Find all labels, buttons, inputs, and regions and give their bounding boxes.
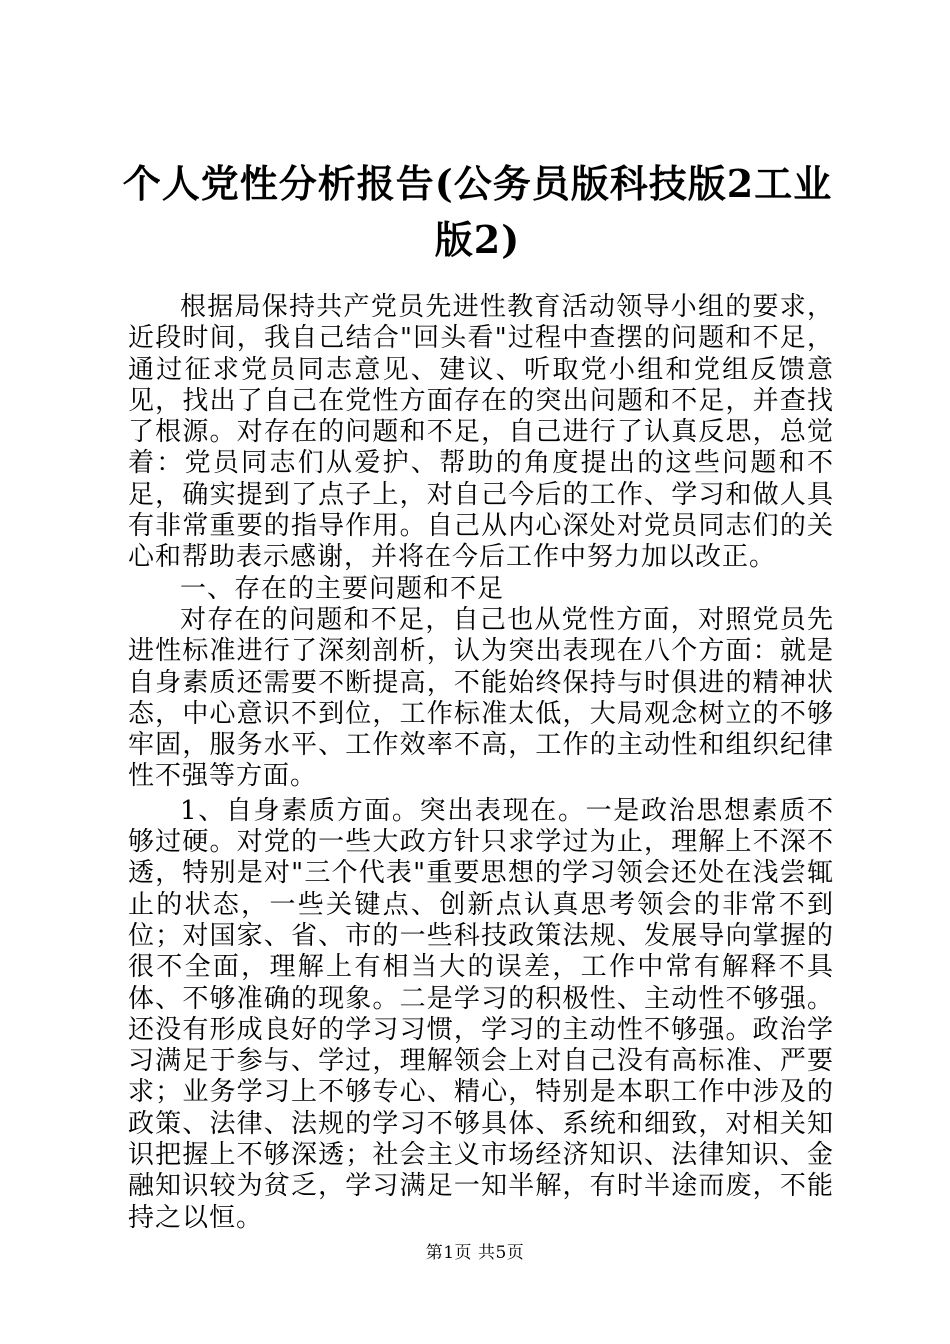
- analysis-paragraph: 对存在的问题和不足，自己也从党性方面，对照党员先进性标准进行了深刻剖析，认为突出表现在八个方面：就是自身素质还需要不断提高，不能始终保持与时俱进的精神状态，中心意识不到位，工作标准太低，大局观念树立的不够牢固，服务水平、工作效率不高，工作的主动性和组织纪律性不强等方面。: [128, 604, 834, 792]
- section-heading: 一、存在的主要问题和不足: [180, 573, 505, 604]
- page-number: 第1页 共5页: [425, 1243, 525, 1263]
- document-body: [128, 292, 834, 1234]
- self-quality-paragraph: 1、自身素质方面。突出表现在。一是政治思想素质不够过硬。对党的一些大政方针只求学过为止，理解上不深不透，特别是对"三个代表"重要思想的学习领会还处在浅尝辄止的状态，一些关键点、创新点认真思考领会的非常不到位；对国家、省、市的一些科技政策法规、发展导向掌握的很不全面，理解上有相当大的误差，工作中常有解释不具体、不够准确的现象。二是学习的积极性、主动性不够强。还没有形成良好的学习习惯，学习的主动性不够强。政治学习满足于参与、学过，理解领会上对自己没有高标准、严要求；业务学习上不够专心、精心，特别是本职工作中涉及的政策、法律、法规的学习不够具体、系统和细致，对相关知识把握上不够深透；社会主义市场经济知识、法律知识、金融知识较为贫乏，学习满足一知半解，有时半途而废，不能持之以恒。: [128, 795, 834, 1233]
- document-title: 个人党性分析报告(公务员版科技版2工业版2): [122, 161, 833, 262]
- intro-paragraph: 根据局保持共产党员先进性教育活动领导小组的要求，近段时间，我自己结合"回头看"过程中查摆的问题和不足，通过征求党员同志意见、建议、听取党小组和党组反馈意见，找出了自己在党性方面存在的突出问题和不足，并查找了根源。对存在的问题和不足，自己进行了认真反思，总觉着：党员同志们从爱护、帮助的角度提出的这些问题和不足，确实提到了点子上，对自己今后的工作、学习和做人具有非常重要的指导作用。自己从内心深处对党员同志们的关心和帮助表示感谢，并将在今后工作中努力加以改正。: [128, 292, 834, 573]
